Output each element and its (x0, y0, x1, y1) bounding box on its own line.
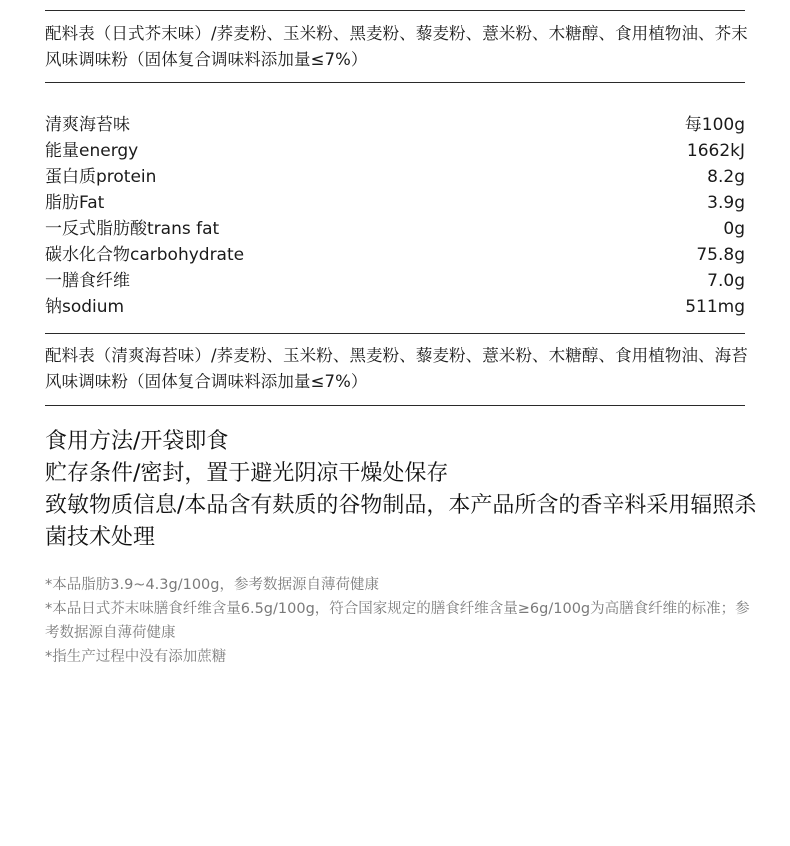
nutrition-header-label: 清爽海苔味 (45, 115, 130, 135)
usage-method: 食用方法/开袋即食 (45, 429, 229, 454)
footnote-sugar: *指生产过程中没有添加蔗糖 (45, 649, 227, 665)
nutrition-label: 蛋白质protein (45, 167, 157, 187)
nutrition-value: 511mg (685, 297, 745, 317)
usage-section (45, 426, 760, 554)
nutrition-label: 脂肪Fat (45, 193, 105, 213)
nutrition-header-row (45, 112, 745, 138)
nutrition-label: 能量energy (45, 141, 139, 161)
nutrition-value: 8.2g (707, 167, 745, 187)
ingredients-wasabi: 配料表（日式芥末味）/荞麦粉、玉米粉、黑麦粉、藜麦粉、薏米粉、木糖醇、食用植物油、芥末风味调味粉（固体复合调味料添加量≤7%） (45, 24, 748, 69)
nutrition-value: 1662kJ (686, 141, 745, 161)
footnote-fiber: *本品日式芥末味膳食纤维含量6.5g/100g，符合国家规定的膳食纤维含量≥6g/100g为高膳食纤维的标准；参考数据源自薄荷健康 (45, 601, 750, 641)
divider-after-wasabi (45, 82, 745, 83)
nutrition-row-sodium (45, 294, 745, 320)
nutrition-value: 3.9g (707, 193, 745, 213)
nutrition-row-energy (45, 138, 745, 164)
nutrition-table (45, 112, 745, 320)
nutrition-header-value: 每100g (684, 115, 745, 135)
divider-after-nutrition (45, 333, 745, 334)
divider-after-seaweed (45, 405, 745, 406)
footnote-fat: *本品脂肪3.9~4.3g/100g，参考数据源自薄荷健康 (45, 577, 379, 593)
nutrition-row-fiber (45, 268, 745, 294)
usage-allergen: 致敏物质信息/本品含有麸质的谷物制品，本产品所含的香辛料采用辐照杀菌技术处理 (45, 493, 757, 550)
nutrition-row-trans-fat (45, 216, 745, 242)
nutrition-row-fat (45, 190, 745, 216)
nutrition-label: 钠sodium (45, 297, 125, 317)
divider-top (45, 10, 745, 11)
usage-storage: 贮存条件/密封，置于避光阴凉干燥处保存 (45, 461, 449, 486)
nutrition-value: 75.8g (696, 245, 745, 265)
nutrition-value: 7.0g (707, 271, 745, 291)
nutrition-label: 一反式脂肪酸trans fat (45, 219, 220, 239)
nutrition-label: 碳水化合物carbohydrate (45, 245, 245, 265)
nutrition-label: 一膳食纤维 (45, 271, 130, 291)
nutrition-row-protein (45, 164, 745, 190)
nutrition-value: 0g (723, 219, 745, 239)
nutrition-row-carbohydrate (45, 242, 745, 268)
footnotes (45, 573, 757, 669)
ingredients-seaweed: 配料表（清爽海苔味）/荞麦粉、玉米粉、黑麦粉、藜麦粉、薏米粉、木糖醇、食用植物油、海苔风味调味粉（固体复合调味料添加量≤7%） (45, 346, 748, 391)
